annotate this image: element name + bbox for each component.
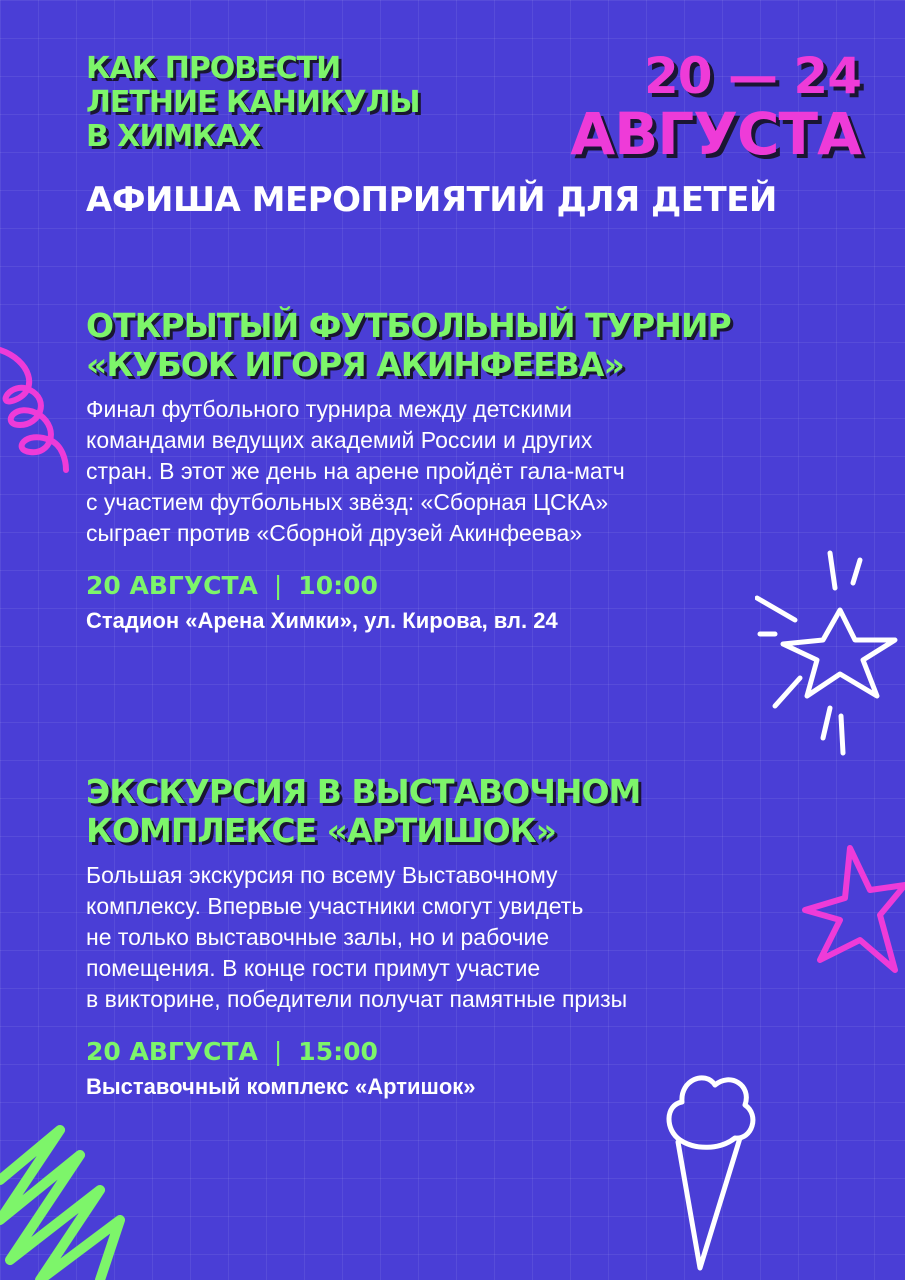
event-description-line: сыграет против «Сборной друзей Акинфеева» <box>86 520 583 546</box>
event-title-line: «КУБОК ИГОРЯ АКИНФЕЕВА» <box>86 345 624 384</box>
date-month: АВГУСТА <box>570 100 861 168</box>
event-datetime <box>86 571 846 600</box>
event-location: Стадион «Арена Химки», ул. Кирова, вл. 24 <box>86 608 558 633</box>
event-location: Выставочный комплекс «Артишок» <box>86 1074 476 1099</box>
event-title <box>86 306 846 384</box>
tagline-line-1: КАК ПРОВЕСТИ <box>86 51 341 86</box>
green-zigzag-icon <box>0 1110 150 1280</box>
event-description <box>86 394 846 549</box>
datetime-separator: | <box>273 571 283 600</box>
tagline-line-2: ЛЕТНИЕ КАНИКУЛЫ <box>86 85 420 120</box>
event-date: 20 АВГУСТА <box>86 571 258 600</box>
event-description-line: Финал футбольного турнира между детскими <box>86 396 572 422</box>
event-description-line: не только выставочные залы, но и рабочие <box>86 924 550 950</box>
event-description-line: комплексу. Впервые участники смогут увидеть <box>86 893 584 919</box>
tagline <box>86 52 506 154</box>
event-card-1 <box>86 306 846 634</box>
event-title-line: ОТКРЫТЫЙ ФУТБОЛЬНЫЙ ТУРНИР <box>86 306 731 345</box>
event-description-line: стран. В этот же день на арене пройдёт гала-матч <box>86 458 625 484</box>
event-title-line: КОМПЛЕКСЕ «АРТИШОК» <box>86 811 556 850</box>
event-card-2 <box>86 772 846 1100</box>
pink-squiggle-icon <box>0 340 80 480</box>
ice-cream-icon <box>660 1060 760 1275</box>
event-time: 15:00 <box>298 1037 378 1066</box>
white-star-burst-icon <box>755 548 905 758</box>
tagline-line-3: В ХИМКАХ <box>86 119 261 154</box>
event-title-line: ЭКСКУРСИЯ В ВЫСТАВОЧНОМ <box>86 772 641 811</box>
event-date: 20 АВГУСТА <box>86 1037 258 1066</box>
date-range: 20 — 24 <box>644 47 861 105</box>
event-dates <box>570 47 861 168</box>
page-title: АФИША МЕРОПРИЯТИЙ ДЛЯ ДЕТЕЙ <box>86 180 777 220</box>
event-description-line: в викторине, победители получат памятные призы <box>86 986 628 1012</box>
event-time: 10:00 <box>298 571 378 600</box>
event-description-line: помещения. В конце гости примут участие <box>86 955 541 981</box>
event-description <box>86 860 846 1015</box>
datetime-separator: | <box>273 1037 283 1066</box>
event-title <box>86 772 846 850</box>
event-description-line: командами ведущих академий России и других <box>86 427 593 453</box>
event-description-line: Большая экскурсия по всему Выставочному <box>86 862 558 888</box>
pink-star-icon <box>800 840 905 990</box>
event-description-line: с участием футбольных звёзд: «Сборная ЦСКА» <box>86 489 609 515</box>
